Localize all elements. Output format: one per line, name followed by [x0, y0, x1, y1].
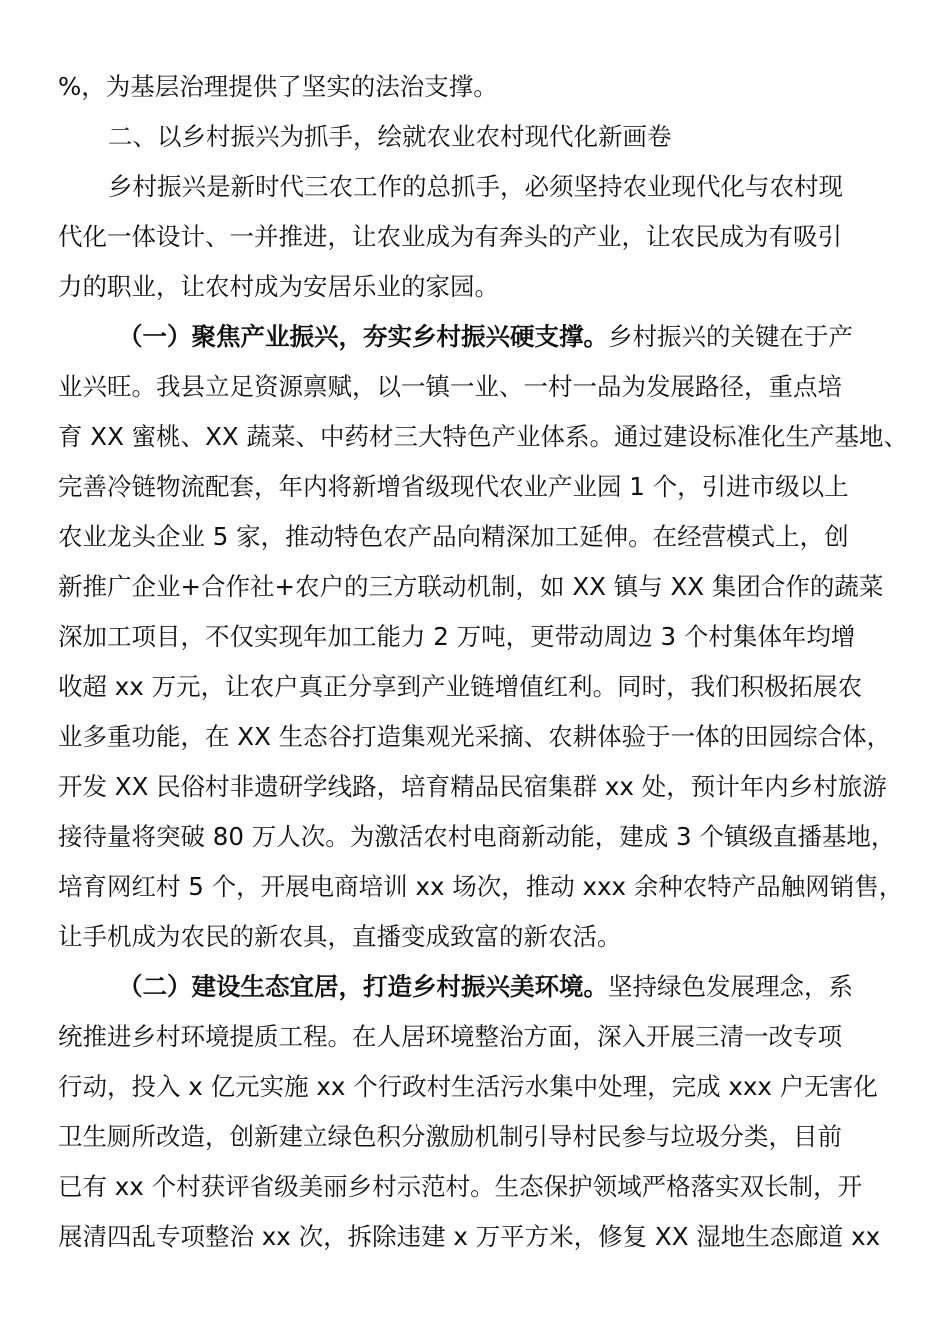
body-line: 收超 xx 万元，让农户真正分享到产业链增值红利。同时，我们积极拓展农	[58, 672, 863, 701]
body-text: 坚持绿色发展理念，系	[608, 972, 853, 1001]
body-line: 乡村振兴是新时代三农工作的总抓手，必须坚持农业现代化与农村现	[108, 172, 843, 201]
body-text: 乡村振兴的关键在于产	[608, 322, 853, 351]
body-line: 接待量将突破 80 万人次。为激活农村电商新动能，建成 3 个镇级直播基地，	[58, 822, 896, 851]
body-line: 新推广企业+合作社+农户的三方联动机制，如 XX 镇与 XX 集团合作的蔬菜	[58, 572, 884, 601]
subsection-first-line	[58, 962, 908, 1012]
body-line: 完善冷链物流配套，年内将新增省级现代农业产业园 1 个，引进市级以上	[58, 472, 849, 501]
body-line: 展清四乱专项整治 xx 次，拆除违建 x 万平方米，修复 XX 湿地生态廊道 xx	[58, 1222, 881, 1251]
body-line: 代化一体设计、一并推进，让农业成为有奔头的产业，让农民成为有吸引	[58, 222, 842, 251]
subsection-heading: （一）聚焦产业振兴，夯实乡村振兴硬支撑。	[118, 322, 608, 351]
body-line: 深加工项目，不仅实现年加工能力 2 万吨，更带动周边 3 个村集体年均增	[58, 622, 856, 651]
body-line: 卫生厕所改造，创新建立绿色积分激励机制引导村民参与垃圾分类，目前	[58, 1122, 842, 1151]
body-line: 业兴旺。我县立足资源禀赋，以一镇一业、一村一品为发展路径，重点培	[58, 372, 842, 401]
body-line: 开发 XX 民俗村非遗研学线路，培育精品民宿集群 xx 处，预计年内乡村旅游	[58, 772, 887, 801]
subsection-heading: （二）建设生态宜居，打造乡村振兴美环境。	[118, 972, 608, 1001]
body-line: 统推进乡村环境提质工程。在人居环境整治方面，深入开展三清一改专项	[58, 1022, 842, 1051]
body-line: 让手机成为农民的新农具，直播变成致富的新农活。	[58, 922, 622, 951]
body-line: 已有 xx 个村获评省级美丽乡村示范村。生态保护领域严格落实双长制，开	[58, 1172, 863, 1201]
body-line: 力的职业，让农村成为安居乐业的家园。	[58, 272, 499, 301]
section-heading: 二、以乡村振兴为抓手，绘就农业农村现代化新画卷	[108, 122, 672, 151]
body-line: 培育网红村 5 个，开展电商培训 xx 场次，推动 xxx 余种农特产品触网销售，	[58, 872, 904, 901]
body-line: 育 XX 蜜桃、XX 蔬菜、中药材三大特色产业体系。通过建设标准化生产基地、	[58, 422, 908, 451]
body-line: 业多重功能，在 XX 生态谷打造集观光采摘、农耕体验于一体的田园综合体，	[58, 722, 892, 751]
document-page	[58, 62, 908, 1262]
subsection-first-line	[58, 312, 908, 362]
body-line: 行动，投入 x 亿元实施 xx 个行政村生活污水集中处理，完成 xxx 户无害化	[58, 1072, 878, 1101]
body-line: %，为基层治理提供了坚实的法治支撑。	[58, 72, 498, 101]
body-line: 农业龙头企业 5 家，推动特色农产品向精深加工延伸。在经营模式上，创	[58, 522, 849, 551]
